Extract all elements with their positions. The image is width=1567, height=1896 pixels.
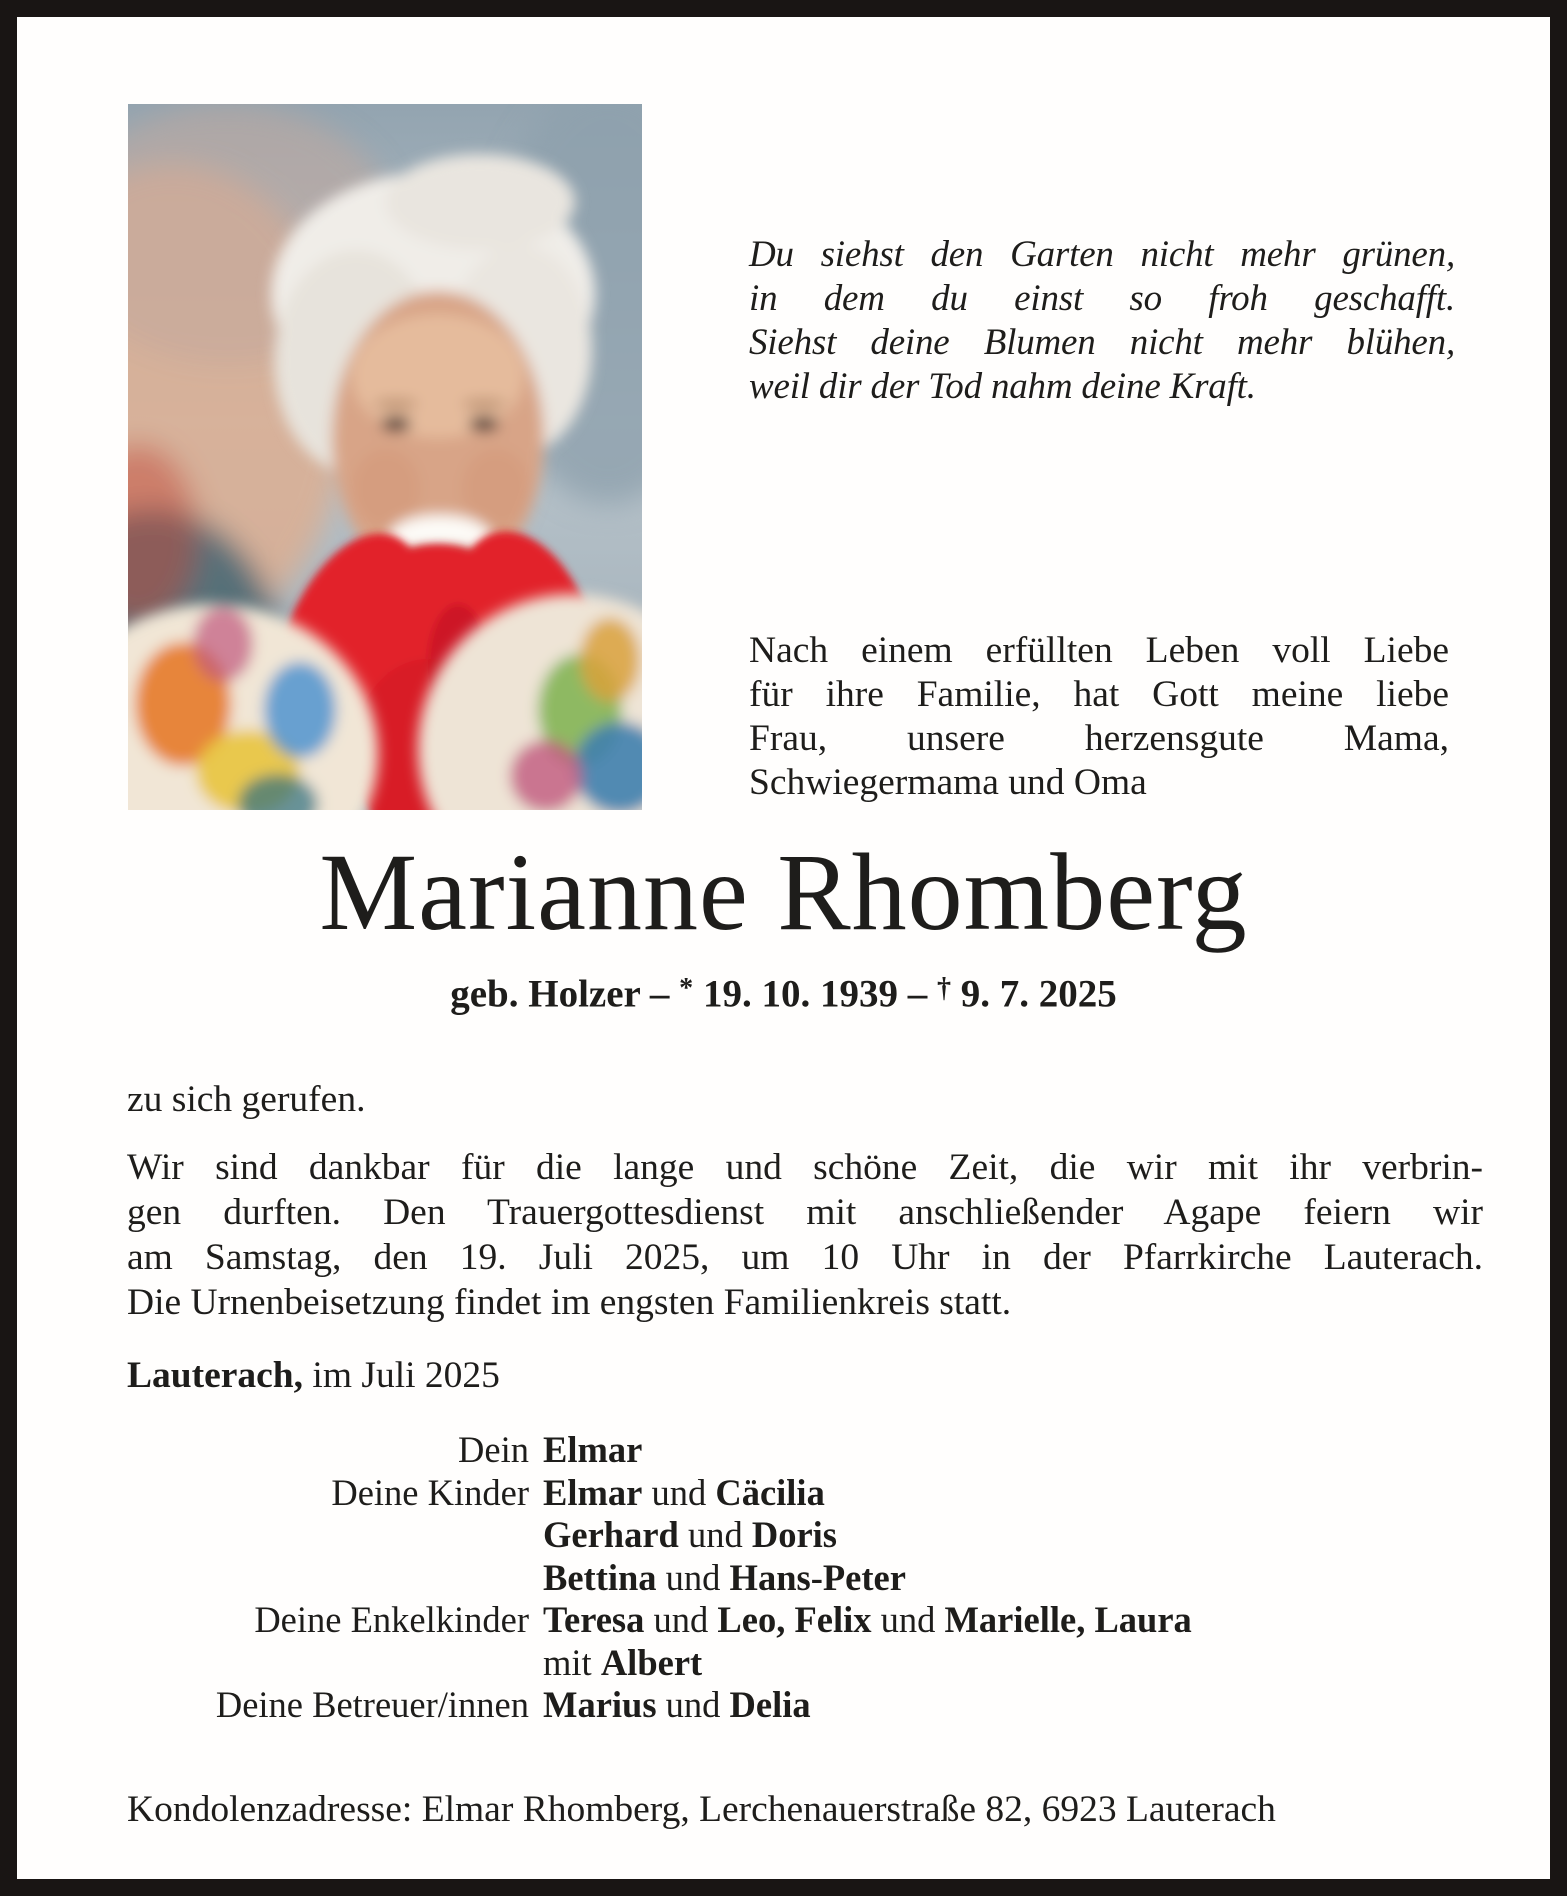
obituary-card: [17, 17, 1550, 1879]
poem-line: weil dir der Tod nahm deine Kraft.: [749, 366, 1256, 407]
family-member-name: Marielle, Laura: [944, 1599, 1192, 1640]
place-date-line: [127, 1353, 1483, 1398]
family-names: [543, 1514, 837, 1557]
genealogy-symbol: *: [679, 973, 694, 1004]
genealogy-symbol: †: [936, 973, 951, 1004]
announcement-line: am Samstag, den 19. Juli 2025, um 10 Uhr in der Pfarrkirche Lauterach.: [127, 1237, 1483, 1278]
family-member-name: Elmar: [543, 1429, 643, 1470]
portrait-illustration: [128, 104, 642, 810]
family-member-name: Bettina: [543, 1556, 657, 1598]
text-run: im Juli 2025: [303, 1355, 500, 1396]
text-run: und: [871, 1599, 945, 1640]
text-run: und: [644, 1599, 718, 1640]
portrait-photo: [128, 104, 642, 810]
announcement-line: Die Urnenbeisetzung findet im engsten Familienkreis statt.: [127, 1282, 1012, 1323]
family-relation-label: Deine Enkelkinder: [254, 1599, 529, 1640]
family-member-name: Teresa: [543, 1599, 645, 1640]
text-run: mit: [543, 1641, 601, 1683]
called-line: zu sich gerufen.: [127, 1079, 366, 1120]
text-run: 19. 10. 1939 –: [693, 972, 937, 1016]
intro-line: für ihre Familie, hat Gott meine liebe: [749, 674, 1449, 715]
family-row: [127, 1642, 1507, 1685]
family-row: [127, 1514, 1507, 1557]
family-member-name: Delia: [729, 1684, 811, 1725]
family-row: [127, 1599, 1507, 1642]
poem-line: Du siehst den Garten nicht mehr grünen,: [749, 234, 1455, 275]
poem: [749, 233, 1455, 409]
condolence-address: Kondolenzadresse: Elmar Rhomberg, Lerchenauerstraße 82, 6923 Lauterach: [127, 1789, 1276, 1830]
family-row: [127, 1429, 1507, 1472]
family-member-name: Doris: [751, 1514, 837, 1555]
family-member-name: Marius: [543, 1684, 657, 1725]
family-member-name: Cäcilia: [715, 1471, 825, 1513]
announcement-line: Wir sind dankbar für die lange und schöne Zeit, die wir mit ihr verbrin-: [127, 1147, 1483, 1188]
family-member-name: Albert: [600, 1641, 703, 1683]
family-names: [543, 1557, 906, 1600]
family-relation-label: Dein: [458, 1429, 529, 1470]
family-relation-label: [127, 1514, 529, 1557]
family-relation-label: Deine Kinder: [331, 1471, 529, 1513]
announcement-paragraph: [127, 1145, 1483, 1325]
family-relation-label: [127, 1557, 529, 1600]
family-row: [127, 1684, 1507, 1727]
family-names: [543, 1429, 642, 1472]
family-relation-label: Deine Betreuer/innen: [215, 1684, 529, 1725]
family-member-name: Elmar: [543, 1471, 643, 1513]
family-names: [543, 1684, 811, 1727]
family-row: [127, 1557, 1507, 1600]
deceased-name: Marianne Rhomberg: [319, 831, 1248, 953]
intro-line: Schwiegermama und Oma: [749, 762, 1147, 803]
family-list: [127, 1429, 1507, 1727]
text-run: und: [656, 1684, 730, 1725]
poem-line: Siehst deine Blumen nicht mehr blühen,: [749, 322, 1455, 363]
announcement-line: gen durften. Den Trauergottesdienst mit anschließender Agape feiern wir: [127, 1192, 1483, 1233]
text-run: und: [678, 1514, 752, 1555]
family-names: [543, 1472, 825, 1515]
intro-paragraph: [749, 629, 1449, 805]
family-member-name: Leo, Felix: [717, 1599, 872, 1640]
poem-line: in dem du einst so froh geschafft.: [749, 278, 1455, 319]
family-names: [543, 1599, 1192, 1642]
family-names: [543, 1642, 702, 1685]
intro-line: Nach einem erfüllten Leben voll Liebe: [749, 630, 1449, 671]
text-run: und: [642, 1471, 716, 1513]
text-run: geb. Holzer –: [450, 972, 680, 1016]
birth-death-line: [17, 967, 1550, 1016]
family-row: [127, 1472, 1507, 1515]
family-relation-label: [127, 1642, 529, 1685]
family-member-name: Hans-Peter: [729, 1556, 906, 1598]
text-run: und: [656, 1556, 730, 1598]
text-run: Lauterach,: [127, 1355, 304, 1396]
intro-line: Frau, unsere herzensgute Mama,: [749, 718, 1449, 759]
family-member-name: Gerhard: [543, 1514, 679, 1555]
text-run: 9. 7. 2025: [951, 972, 1117, 1016]
